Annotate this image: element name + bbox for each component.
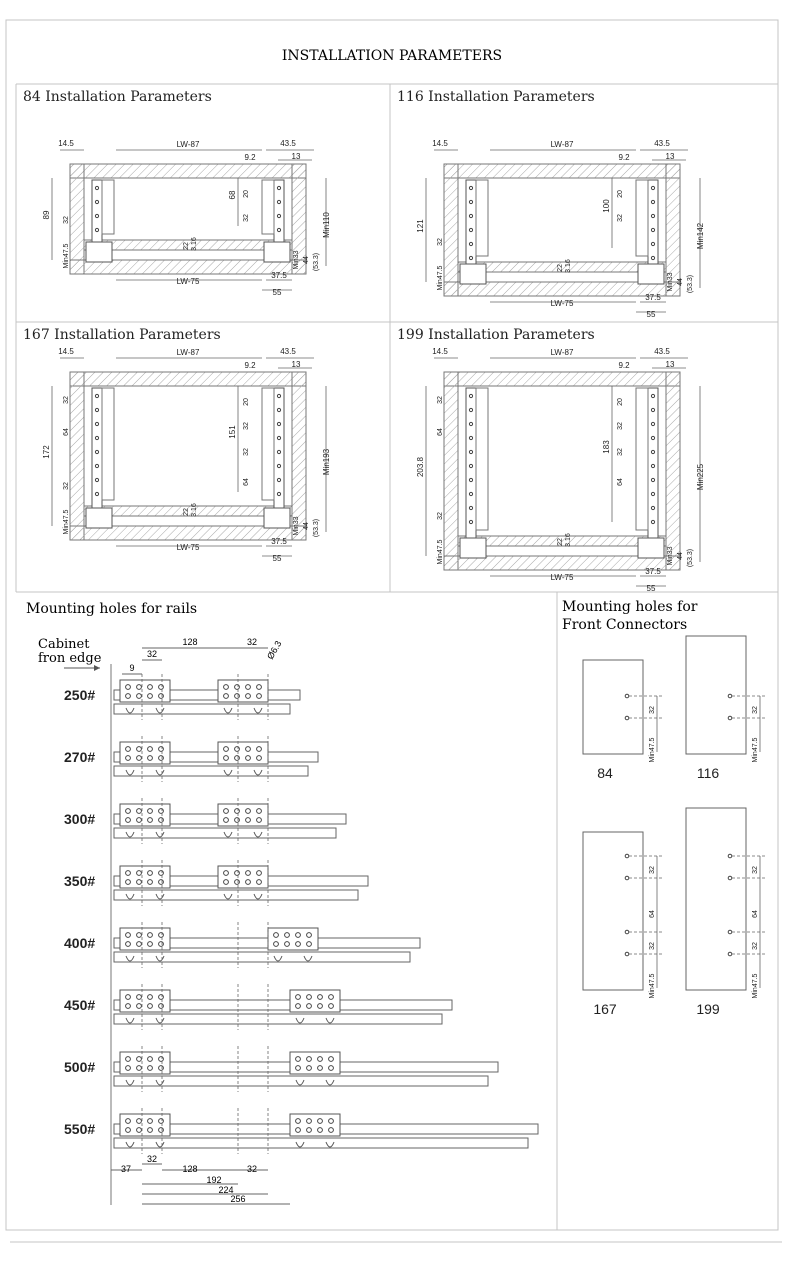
dim-label: 32 (617, 448, 624, 456)
drawer-panel-right (262, 180, 274, 234)
cabinet-left (70, 372, 84, 540)
runner-right (264, 242, 290, 262)
connector-size-label: 167 (593, 1001, 617, 1017)
drawer-panel-left (476, 388, 488, 530)
dim-label: 22 (557, 538, 564, 546)
dim-label: Min47.5 (437, 539, 444, 565)
dim-label: (53.3) (687, 274, 694, 294)
dim-label: 32 (752, 942, 759, 950)
dim-label: 32 (752, 706, 759, 714)
drawer-side-left (92, 180, 102, 252)
dim-label: (53.3) (313, 518, 320, 538)
cabinet-right (666, 372, 680, 570)
dim-label: 22 (557, 264, 564, 272)
rail-550 (64, 1108, 538, 1154)
connector-size-label: 84 (597, 765, 613, 781)
panel-84 (23, 89, 331, 297)
rail-500 (64, 1046, 498, 1092)
dim-label: 64 (617, 478, 624, 486)
panel-116 (397, 89, 705, 319)
cabinet-right (292, 372, 306, 540)
connector-panel (686, 808, 746, 990)
dim-label: LW-75 (550, 573, 574, 582)
dim-label: 32 (617, 214, 624, 222)
runner-right (638, 538, 664, 558)
panel-title: 84 Installation Parameters (23, 89, 212, 105)
rails-section-title: Mounting holes for rails (26, 601, 198, 617)
dim-label: 3.16 (565, 259, 572, 273)
dim-label: 37.5 (645, 293, 661, 302)
rail-size-label: 400# (64, 935, 96, 951)
dim-32: 32 (246, 637, 258, 647)
dim-224: 224 (218, 1185, 234, 1195)
drawer-panel-left (102, 388, 114, 500)
runner-left (460, 264, 486, 284)
runner-left (86, 242, 112, 262)
dim-label: Min47.5 (437, 265, 444, 291)
connector-panel (583, 660, 643, 754)
drawer-side-left (92, 388, 102, 518)
dim-label: LW-75 (176, 277, 200, 286)
rail-size-label: 350# (64, 873, 96, 889)
dim-label: 64 (63, 428, 70, 436)
rail-size-label: 300# (64, 811, 96, 827)
rails-top-dims (122, 648, 268, 674)
rail-body-lower (114, 766, 308, 776)
rail-size-label: 250# (64, 687, 96, 703)
cabinet-label: Cabinet (38, 637, 90, 652)
dim-32: 32 (246, 1164, 258, 1174)
cabinet-left (444, 164, 458, 296)
dim-label: 32 (649, 866, 656, 874)
dim-256: 256 (230, 1194, 246, 1204)
runner-right (638, 264, 664, 284)
dim-label: Min33 (293, 516, 300, 536)
dim-32: 32 (146, 1154, 158, 1164)
dim-label: 14.5 (432, 139, 448, 148)
dim-label: Min142 (696, 222, 705, 250)
connector-84 (583, 660, 663, 781)
cabinet-top (70, 372, 306, 386)
drawer-panel-right (636, 388, 648, 530)
dim-label: LW-75 (550, 299, 574, 308)
dim-label: 9.2 (244, 361, 256, 370)
dim-label: Min47.5 (649, 973, 656, 999)
dim-label: 3.16 (191, 237, 198, 251)
dim-label: 9.2 (618, 153, 630, 162)
dim-192: 192 (206, 1175, 222, 1185)
dim-label: 44 (677, 278, 684, 286)
dim-label: 89 (42, 210, 51, 220)
cabinet-top (70, 164, 306, 178)
rail-body-lower (114, 704, 290, 714)
rail-body-lower (114, 828, 336, 838)
dim-label: 32 (63, 482, 70, 490)
dim-37: 37 (120, 1164, 132, 1174)
dim-label: 64 (752, 910, 759, 918)
panel-167 (23, 327, 331, 563)
drawer-panel-right (636, 180, 648, 256)
dim-label: Min33 (293, 250, 300, 270)
dim-label: 151 (228, 425, 237, 439)
dim-label: 13 (291, 360, 301, 369)
dim-label: 32 (243, 214, 250, 222)
connector-size-label: 199 (696, 1001, 720, 1017)
panel-title: 167 Installation Parameters (23, 327, 221, 343)
dim-label: LW-87 (550, 140, 574, 149)
cabinet-label-2: fron edge (38, 651, 102, 666)
dim-label: 44 (303, 522, 310, 530)
panels-group (23, 89, 705, 593)
dim-label: 22 (183, 508, 190, 516)
dim-label: 44 (677, 552, 684, 560)
panel-199 (397, 327, 705, 593)
cabinet-top (444, 164, 680, 178)
rail-size-label: 270# (64, 749, 96, 765)
dim-label: 20 (617, 398, 624, 406)
rail-450 (64, 984, 452, 1030)
dim-label: 3.16 (191, 503, 198, 517)
dim-label: 203.8 (416, 456, 425, 478)
dim-label: 55 (646, 310, 656, 319)
dim-label: 64 (649, 910, 656, 918)
dim-label: 13 (665, 152, 675, 161)
rail-350 (64, 860, 368, 906)
dim-label: 14.5 (58, 347, 74, 356)
connector-167 (583, 832, 663, 1017)
dim-label: Min33 (667, 272, 674, 292)
dim-9: 9 (129, 663, 135, 673)
dim-label: 9.2 (244, 153, 256, 162)
dim-label: LW-75 (176, 543, 200, 552)
dim-label: 68 (228, 190, 237, 200)
dim-label: LW-87 (550, 348, 574, 357)
dim-label: Min47.5 (63, 243, 70, 269)
dim-label: Min47.5 (752, 973, 759, 999)
dim-label: Min193 (322, 448, 331, 476)
rail-body-lower (114, 1138, 528, 1148)
connector-116 (686, 636, 766, 781)
dim-label: LW-87 (176, 348, 200, 357)
dim-label: 13 (665, 360, 675, 369)
page-title: INSTALLATION PARAMETERS (281, 48, 503, 64)
connector-panel (686, 636, 746, 754)
rail-body-lower (114, 890, 358, 900)
cabinet-left (444, 372, 458, 570)
dim-label: 32 (243, 448, 250, 456)
rail-size-label: 450# (64, 997, 96, 1013)
dim-label: 37.5 (271, 537, 287, 546)
dim-label: Min33 (667, 546, 674, 566)
dim-32: 32 (146, 649, 158, 659)
dim-label: 22 (183, 242, 190, 250)
dim-label: Min225 (696, 463, 705, 491)
dim-label: 37.5 (645, 567, 661, 576)
dim-label: 55 (272, 554, 282, 563)
dim-label: Min47.5 (752, 737, 759, 763)
dim-label: 100 (602, 199, 611, 213)
dim-label: 172 (42, 445, 51, 459)
rail-300 (64, 798, 346, 844)
dim-label: 32 (63, 396, 70, 404)
dim-label: Min47.5 (63, 509, 70, 535)
dim-128: 128 (182, 637, 198, 647)
dim-label: 121 (416, 219, 425, 233)
drawer-side-right (274, 388, 284, 518)
dim-label: 32 (649, 942, 656, 950)
dim-label: 43.5 (654, 139, 670, 148)
rail-270 (64, 736, 318, 782)
dim-diameter: Ø6.3 (265, 639, 284, 661)
dim-label: 43.5 (280, 347, 296, 356)
dim-label: LW-87 (176, 140, 200, 149)
dim-label: 64 (243, 478, 250, 486)
panel-title: 199 Installation Parameters (397, 327, 595, 343)
dim-label: 32 (752, 866, 759, 874)
runner-left (86, 508, 112, 528)
dim-label: 20 (243, 398, 250, 406)
rails-bottom-dims (111, 1164, 290, 1204)
dim-label: 37.5 (271, 271, 287, 280)
dim-label: (53.3) (687, 548, 694, 568)
dim-128: 128 (182, 1164, 198, 1174)
dim-label: 43.5 (654, 347, 670, 356)
dim-label: 43.5 (280, 139, 296, 148)
runner-right (264, 508, 290, 528)
cabinet-top (444, 372, 680, 386)
drawer-panel-left (476, 180, 488, 256)
connector-199 (686, 808, 766, 1017)
dim-label: 183 (602, 440, 611, 454)
drawer-side-right (274, 180, 284, 252)
dim-label: 32 (63, 216, 70, 224)
panel-title: 116 Installation Parameters (397, 89, 595, 105)
dim-label: 32 (649, 706, 656, 714)
dim-label: 14.5 (432, 347, 448, 356)
dim-label: Min47.5 (649, 737, 656, 763)
dim-label: 14.5 (58, 139, 74, 148)
dim-label: 44 (303, 256, 310, 264)
dim-label: 32 (437, 396, 444, 404)
rail-400 (64, 922, 420, 968)
dim-label: 9.2 (618, 361, 630, 370)
dim-label: (53.3) (313, 252, 320, 272)
dim-label: 55 (646, 584, 656, 593)
dim-label: 20 (243, 190, 250, 198)
rails-group (64, 674, 538, 1154)
dim-label: 55 (272, 288, 282, 297)
dim-label: 64 (437, 428, 444, 436)
dim-label: 32 (243, 422, 250, 430)
rail-size-label: 500# (64, 1059, 96, 1075)
dim-label: 20 (617, 190, 624, 198)
drawer-panel-left (102, 180, 114, 234)
cabinet-left (70, 164, 84, 274)
connector-size-label: 116 (696, 765, 720, 781)
dim-label: 3.16 (565, 533, 572, 547)
connectors-group (583, 636, 766, 1017)
dim-label: Min110 (322, 212, 331, 238)
dim-label: 13 (291, 152, 301, 161)
drawer-panel-right (262, 388, 274, 500)
rail-250 (64, 674, 300, 720)
dim-label: 32 (437, 512, 444, 520)
connectors-title: Mounting holes for (562, 599, 698, 615)
runner-left (460, 538, 486, 558)
connectors-title-2: Front Connectors (562, 617, 688, 633)
dim-label: 32 (437, 238, 444, 246)
dim-label: 32 (617, 422, 624, 430)
rail-size-label: 550# (64, 1121, 96, 1137)
